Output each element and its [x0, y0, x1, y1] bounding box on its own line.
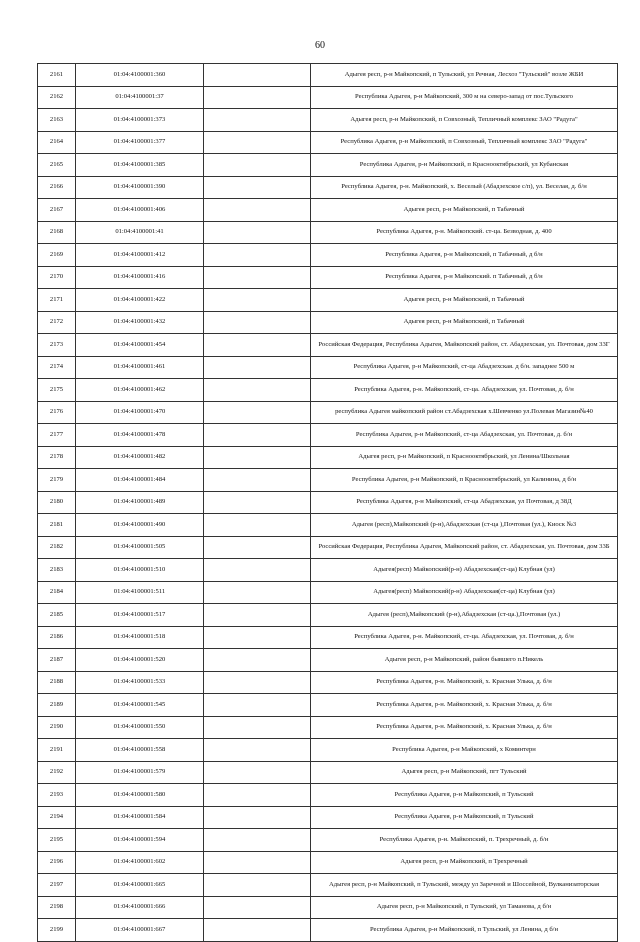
address-cell: Республика Адыгея, р-н Майкопский, п Краснооктябрьский, ул Калинина, д б/н	[311, 469, 618, 492]
table-row	[38, 131, 618, 154]
row-number-cell: 2177	[38, 424, 76, 447]
cadastral-number-cell: 01:04:4100001:482	[76, 446, 204, 469]
row-number-cell: 2182	[38, 536, 76, 559]
empty-cell	[204, 289, 311, 312]
empty-cell	[204, 694, 311, 717]
row-number-cell: 2179	[38, 469, 76, 492]
empty-cell	[204, 334, 311, 357]
empty-cell	[204, 154, 311, 177]
row-number-cell: 2162	[38, 86, 76, 109]
row-number-cell: 2188	[38, 671, 76, 694]
cadastral-number-cell: 01:04:4100001:505	[76, 536, 204, 559]
table-row	[38, 64, 618, 87]
empty-cell	[204, 784, 311, 807]
address-cell: Республика Адыгея, р-н. Майкопский, х. Красная Улька, д. б/н	[311, 716, 618, 739]
empty-cell	[204, 671, 311, 694]
table-row	[38, 716, 618, 739]
empty-cell	[204, 176, 311, 199]
empty-cell	[204, 761, 311, 784]
cadastral-number-cell: 01:04:4100001:518	[76, 626, 204, 649]
row-number-cell: 2173	[38, 334, 76, 357]
table-row	[38, 401, 618, 424]
address-cell: Республика Адыгея, р-н. Майкопский, х. Красная Улька, д. б/н	[311, 671, 618, 694]
empty-cell	[204, 311, 311, 334]
address-cell: Адыгея (респ),Майкопский (р-н),Абадзехская (ст-ца.),Почтовая (ул.)	[311, 604, 618, 627]
table-row	[38, 424, 618, 447]
cadastral-number-cell: 01:04:4100001:412	[76, 244, 204, 267]
row-number-cell: 2186	[38, 626, 76, 649]
address-cell: Республика Адыгея, р-н Майкопский, п Краснооктябрьский, ул Кубанская	[311, 154, 618, 177]
cadastral-number-cell: 01:04:4100001:580	[76, 784, 204, 807]
cadastral-number-cell: 01:04:4100001:416	[76, 266, 204, 289]
row-number-cell: 2174	[38, 356, 76, 379]
empty-cell	[204, 851, 311, 874]
address-cell: Республика Адыгея, р-н Майкопский, ст-ца Абадзехская. д б/н. западнее 500 м	[311, 356, 618, 379]
address-cell: Российская Федерация, Республика Адыгея, Майкопский район, ст. Абадзехская, ул. Почтовая, дом 33Б	[311, 536, 618, 559]
empty-cell	[204, 131, 311, 154]
table-row	[38, 739, 618, 762]
empty-cell	[204, 581, 311, 604]
address-cell: Республика Адыгея, р-н. Майкопский, п. Трехречный, д. б/н	[311, 829, 618, 852]
cadastral-number-cell: 01:04:4100001:579	[76, 761, 204, 784]
row-number-cell: 2166	[38, 176, 76, 199]
table-row	[38, 356, 618, 379]
empty-cell	[204, 221, 311, 244]
cadastral-number-cell: 01:04:4100001:484	[76, 469, 204, 492]
cadastral-number-cell: 01:04:4100001:454	[76, 334, 204, 357]
table-row	[38, 514, 618, 537]
row-number-cell: 2191	[38, 739, 76, 762]
address-cell: Республика Адыгея, р-н Майкопский, п Тульский	[311, 806, 618, 829]
row-number-cell: 2195	[38, 829, 76, 852]
row-number-cell: 2187	[38, 649, 76, 672]
table-row	[38, 919, 618, 942]
cadastral-number-cell: 01:04:4100001:462	[76, 379, 204, 402]
table-row	[38, 199, 618, 222]
row-number-cell: 2176	[38, 401, 76, 424]
row-number-cell: 2169	[38, 244, 76, 267]
empty-cell	[204, 806, 311, 829]
row-number-cell: 2178	[38, 446, 76, 469]
table-row	[38, 379, 618, 402]
row-number-cell: 2199	[38, 919, 76, 942]
cadastral-number-cell: 01:04:4100001:667	[76, 919, 204, 942]
cadastral-number-cell: 01:04:4100001:489	[76, 491, 204, 514]
empty-cell	[204, 919, 311, 942]
cadastral-number-cell: 01:04:4100001:461	[76, 356, 204, 379]
cadastral-number-cell: 01:04:4100001:377	[76, 131, 204, 154]
address-cell: Республика Адыгея, р-н Майкопский, ст-ца Абадзехская, ул. Почтовая, д. б/н	[311, 424, 618, 447]
address-cell: Адыгея респ, р-н Майкопский, п Тульский, между ул Заречной и Шоссейной, Вулканизаторская	[311, 874, 618, 897]
row-number-cell: 2175	[38, 379, 76, 402]
registry-table-body	[38, 64, 618, 942]
registry-table	[37, 63, 618, 942]
cadastral-number-cell: 01:04:4100001:490	[76, 514, 204, 537]
table-row	[38, 604, 618, 627]
address-cell: Республика Адыгея, р-н. Майкопский, ст-ца. Абадзехская, ул. Почтовая, д. б/н	[311, 379, 618, 402]
address-cell: Республика Адыгея, р-н Майкопский, п Тульский	[311, 784, 618, 807]
cadastral-number-cell: 01:04:4100001:520	[76, 649, 204, 672]
empty-cell	[204, 469, 311, 492]
cadastral-number-cell: 01:04:4100001:517	[76, 604, 204, 627]
row-number-cell: 2190	[38, 716, 76, 739]
row-number-cell: 2168	[38, 221, 76, 244]
cadastral-number-cell: 01:04:4100001:602	[76, 851, 204, 874]
address-cell: Адыгея респ, р-н Майкопский, п Тульский, ул Речная, Лесхоз "Тульский" возле ЖБИ	[311, 64, 618, 87]
table-row	[38, 154, 618, 177]
table-row	[38, 694, 618, 717]
empty-cell	[204, 86, 311, 109]
cadastral-number-cell: 01:04:4100001:545	[76, 694, 204, 717]
row-number-cell: 2193	[38, 784, 76, 807]
address-cell: республика Адыгея майкопский район ст.Абадзехская х.Шевченко ул.Полевая Магазин№40	[311, 401, 618, 424]
address-cell: Адыгея респ, р-н Майкопский, район бывшего п.Никель	[311, 649, 618, 672]
empty-cell	[204, 401, 311, 424]
empty-cell	[204, 536, 311, 559]
row-number-cell: 2163	[38, 109, 76, 132]
address-cell: Республика Адыгея, р-н. Майкопский, х. Веселый (Абадзехское с/п), ул. Веселая, д. б/н	[311, 176, 618, 199]
table-row	[38, 536, 618, 559]
table-row	[38, 469, 618, 492]
address-cell: Республика Адыгея, р-н Майкопский. п Табачный, д б/н	[311, 266, 618, 289]
address-cell: Республика Адыгея, р-н Майкопский, п Табачный, д б/н	[311, 244, 618, 267]
address-cell: Адыгея респ, р-н Майкопский, п Табачный	[311, 289, 618, 312]
row-number-cell: 2180	[38, 491, 76, 514]
empty-cell	[204, 604, 311, 627]
table-row	[38, 266, 618, 289]
empty-cell	[204, 649, 311, 672]
cadastral-number-cell: 01:04:4100001:594	[76, 829, 204, 852]
table-row	[38, 109, 618, 132]
cadastral-number-cell: 01:04:4100001:665	[76, 874, 204, 897]
page-number: 60	[315, 40, 325, 51]
address-cell: Адыгея респ, р-н Майкопский, п Табачный	[311, 311, 618, 334]
address-cell: Республика Адыгея, р-н. Майкопский, х. Красная Улька, д. б/н	[311, 694, 618, 717]
empty-cell	[204, 896, 311, 919]
address-cell: Российская Федерация, Республика Адыгея, Майкопский район, ст. Абадзехская, ул. Почтовая, дом 33Г	[311, 334, 618, 357]
table-row	[38, 806, 618, 829]
table-row	[38, 311, 618, 334]
row-number-cell: 2161	[38, 64, 76, 87]
address-cell: Республика Адыгея, р-н Майкопский, 300 м на северо-запад от пос.Тульского	[311, 86, 618, 109]
row-number-cell: 2181	[38, 514, 76, 537]
address-cell: Адыгея респ, р-н Майкопский, п Тульский, ул Таманова, д б/н	[311, 896, 618, 919]
table-row	[38, 784, 618, 807]
row-number-cell: 2194	[38, 806, 76, 829]
cadastral-number-cell: 01:04:4100001:558	[76, 739, 204, 762]
empty-cell	[204, 491, 311, 514]
table-row	[38, 176, 618, 199]
empty-cell	[204, 356, 311, 379]
table-row	[38, 896, 618, 919]
row-number-cell: 2170	[38, 266, 76, 289]
row-number-cell: 2185	[38, 604, 76, 627]
table-row	[38, 761, 618, 784]
empty-cell	[204, 739, 311, 762]
address-cell: Адыгея (респ),Майкопский (р-н),Абадзехская (ст-ца ),Почтовая (ул.), Киоск №3	[311, 514, 618, 537]
empty-cell	[204, 446, 311, 469]
empty-cell	[204, 716, 311, 739]
row-number-cell: 2171	[38, 289, 76, 312]
empty-cell	[204, 559, 311, 582]
table-row	[38, 851, 618, 874]
address-cell: Республика Адыгея, р-н Майкопский, п Совхозный, Тепличный комплекс ЗАО "Радуга"	[311, 131, 618, 154]
cadastral-number-cell: 01:04:4100001:360	[76, 64, 204, 87]
address-cell: Адыгея респ, р-н Майкопский, п Краснооктябрьский, ул Ленина/Школьная	[311, 446, 618, 469]
cadastral-number-cell: 01:04:4100001:373	[76, 109, 204, 132]
cadastral-number-cell: 01:04:4100001:37	[76, 86, 204, 109]
cadastral-number-cell: 01:04:4100001:432	[76, 311, 204, 334]
empty-cell	[204, 64, 311, 87]
cadastral-number-cell: 01:04:4100001:533	[76, 671, 204, 694]
address-cell: Республика Адыгея, р-н Майкопский, ст-ца Абадзехская, ул Почтовая, д 38Д	[311, 491, 618, 514]
address-cell: Республика Адыгея, р-н Майкопский, х Коминтерн	[311, 739, 618, 762]
address-cell: Республика Адыгея, р-н. Майкопский, ст-ца. Абадзехская, ул. Почтовая, д. б/н	[311, 626, 618, 649]
address-cell: Республика Адыгея, р-н. Майкопский. ст-ца. Безводная, д. 400	[311, 221, 618, 244]
row-number-cell: 2172	[38, 311, 76, 334]
table-row	[38, 491, 618, 514]
table-row	[38, 649, 618, 672]
table-row	[38, 289, 618, 312]
address-cell: Адыгея(респ) Майкопский(р-н) Абадзехская(ст-ца) Клубная (ул)	[311, 559, 618, 582]
table-row	[38, 86, 618, 109]
row-number-cell: 2198	[38, 896, 76, 919]
cadastral-number-cell: 01:04:4100001:550	[76, 716, 204, 739]
empty-cell	[204, 424, 311, 447]
empty-cell	[204, 266, 311, 289]
cadastral-number-cell: 01:04:4100001:470	[76, 401, 204, 424]
table-row	[38, 671, 618, 694]
cadastral-number-cell: 01:04:4100001:385	[76, 154, 204, 177]
table-row	[38, 559, 618, 582]
table-row	[38, 446, 618, 469]
address-cell: Адыгея респ, р-н Майкопский, пгт Тульский	[311, 761, 618, 784]
empty-cell	[204, 514, 311, 537]
empty-cell	[204, 244, 311, 267]
address-cell: Адыгея респ, р-н Майкопский, п Трехречный	[311, 851, 618, 874]
cadastral-number-cell: 01:04:4100001:478	[76, 424, 204, 447]
cadastral-number-cell: 01:04:4100001:41	[76, 221, 204, 244]
empty-cell	[204, 199, 311, 222]
cadastral-number-cell: 01:04:4100001:584	[76, 806, 204, 829]
cadastral-number-cell: 01:04:4100001:511	[76, 581, 204, 604]
address-cell: Адыгея(респ) Майкопский(р-н) Абадзехская(ст-ца) Клубная (ул)	[311, 581, 618, 604]
cadastral-number-cell: 01:04:4100001:406	[76, 199, 204, 222]
row-number-cell: 2197	[38, 874, 76, 897]
address-cell: Адыгея респ, р-н Майкопский, п Совхозный, Тепличный комплекс ЗАО "Радуга"	[311, 109, 618, 132]
row-number-cell: 2183	[38, 559, 76, 582]
empty-cell	[204, 379, 311, 402]
row-number-cell: 2189	[38, 694, 76, 717]
empty-cell	[204, 874, 311, 897]
row-number-cell: 2165	[38, 154, 76, 177]
empty-cell	[204, 829, 311, 852]
table-row	[38, 221, 618, 244]
table-row	[38, 244, 618, 267]
row-number-cell: 2167	[38, 199, 76, 222]
table-row	[38, 874, 618, 897]
table-row	[38, 334, 618, 357]
cadastral-number-cell: 01:04:4100001:390	[76, 176, 204, 199]
cadastral-number-cell: 01:04:4100001:666	[76, 896, 204, 919]
table-row	[38, 626, 618, 649]
empty-cell	[204, 626, 311, 649]
table-row	[38, 581, 618, 604]
row-number-cell: 2192	[38, 761, 76, 784]
row-number-cell: 2164	[38, 131, 76, 154]
empty-cell	[204, 109, 311, 132]
row-number-cell: 2196	[38, 851, 76, 874]
address-cell: Республика Адыгея, р-н Майкопский, п Тульский, ул Ленина, д б/н	[311, 919, 618, 942]
cadastral-number-cell: 01:04:4100001:510	[76, 559, 204, 582]
address-cell: Адыгея респ, р-н Майкопский, п Табачный	[311, 199, 618, 222]
table-row	[38, 829, 618, 852]
cadastral-number-cell: 01:04:4100001:422	[76, 289, 204, 312]
row-number-cell: 2184	[38, 581, 76, 604]
